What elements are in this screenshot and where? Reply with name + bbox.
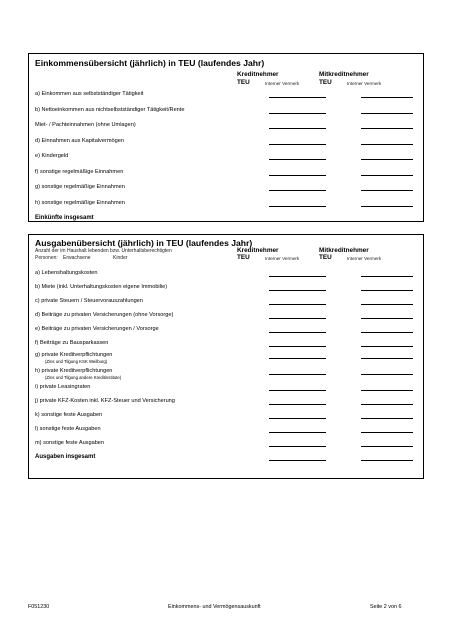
footer-page: Seite 2 von 6: [370, 604, 402, 610]
col-coborrower-teu: TEU: [319, 79, 332, 86]
col-coborrower-internal-2: Interner Vermerk: [347, 256, 382, 261]
expense-borrower-input-line[interactable]: [269, 304, 326, 305]
footer-code: F051230: [28, 604, 50, 610]
expense-coborrower-input-line[interactable]: [361, 404, 413, 405]
income-borrower-input-line[interactable]: [269, 175, 326, 176]
expense-row-note: (Zins und Tilgung andere Kreditinstitute): [45, 375, 122, 380]
income-coborrower-input-line[interactable]: [361, 206, 413, 207]
col-coborrower-teu-2: TEU: [319, 254, 332, 261]
income-row-label: b) Nettoeinkommen aus nichtselbstständiger Tätigkeit/Rente: [35, 106, 185, 113]
expense-row-label: c) private Steuern / Steuervorauszahlungen: [35, 298, 143, 304]
income-total-label: Einkünfte insgesamt: [35, 215, 94, 221]
household-note: Anzahl der im Haushalt lebenden bzw. Unterhaltsberechtigten: [35, 248, 172, 254]
expense-borrower-input-line[interactable]: [269, 460, 326, 461]
income-borrower-input-line[interactable]: [269, 144, 326, 145]
income-row-label: d) Einnahmen aus Kapitalvermögen: [35, 137, 124, 144]
income-coborrower-input-line[interactable]: [361, 175, 413, 176]
expense-borrower-input-line[interactable]: [269, 446, 326, 447]
income-coborrower-input-line[interactable]: [361, 221, 413, 222]
income-row-label: h) sonstige regelmäßige Einnahmen: [35, 199, 125, 206]
income-coborrower-input-line[interactable]: [361, 190, 413, 191]
expense-borrower-input-line[interactable]: [269, 346, 326, 347]
income-row-label: f) sonstige regelmäßige Einnahmen: [35, 168, 124, 175]
expense-borrower-input-line[interactable]: [269, 390, 326, 391]
expense-coborrower-input-line[interactable]: [361, 390, 413, 391]
expense-borrower-input-line[interactable]: [269, 276, 326, 277]
income-coborrower-input-line[interactable]: [361, 144, 413, 145]
income-borrower-input-line[interactable]: [269, 113, 326, 114]
persons-label: Personen:: [35, 255, 58, 261]
expense-coborrower-input-line[interactable]: [361, 346, 413, 347]
expense-section: [28, 234, 424, 479]
income-borrower-input-line[interactable]: [269, 221, 326, 222]
expense-row-label: l) sonstige feste Ausgaben: [35, 426, 101, 432]
income-row-label: Miet- / Pachteinnahmen (ohne Umlagen): [35, 122, 136, 128]
expense-row-label: j) private KFZ-Kosten inkl. KFZ-Steuer und Versicherung: [35, 398, 175, 404]
expense-coborrower-input-line[interactable]: [361, 460, 413, 461]
col-borrower-teu: TEU: [237, 79, 250, 86]
col-borrower-header: Kreditnehmer: [237, 71, 279, 78]
footer-title: Einkommens- und Vermögensauskunft: [168, 604, 261, 610]
expense-coborrower-input-line[interactable]: [361, 446, 413, 447]
income-borrower-input-line[interactable]: [269, 190, 326, 191]
expense-row-label: k) sonstige feste Ausgaben: [35, 412, 103, 418]
income-borrower-input-line[interactable]: [269, 128, 326, 129]
expense-borrower-input-line[interactable]: [269, 332, 326, 333]
expense-coborrower-input-line[interactable]: [361, 290, 413, 291]
expense-row-label: h) private Kreditverpflichtungen (Zins und Tilgung andere Kreditinstitute): [35, 368, 122, 380]
income-borrower-input-line[interactable]: [269, 97, 326, 98]
expense-row-label: i) private Leasingraten: [35, 384, 91, 390]
expense-row-label: b) Miete (inkl. Unterhaltungskosten eigene Immobilie): [35, 284, 168, 290]
expense-coborrower-input-line[interactable]: [361, 332, 413, 333]
expense-borrower-input-line[interactable]: [269, 374, 326, 375]
adults-label: Erwachsene: [63, 255, 91, 261]
expense-row-note: (Zins und Tilgung KSK Weilburg): [45, 359, 108, 364]
expense-row-label: a) Lebenshaltungskosten: [35, 270, 98, 276]
expense-coborrower-input-line[interactable]: [361, 374, 413, 375]
expense-row-label: g) private Kreditverpflichtungen (Zins und Tilgung KSK Weilburg): [35, 352, 113, 364]
income-row-label: a) Einkommen aus selbstständiger Tätigkeit: [35, 91, 144, 97]
expense-coborrower-input-line[interactable]: [361, 304, 413, 305]
expense-borrower-input-line[interactable]: [269, 418, 326, 419]
expense-row-label: d) Beiträge zu privaten Versicherungen (ohne Vorsorge): [35, 312, 174, 318]
expense-coborrower-input-line[interactable]: [361, 432, 413, 433]
expense-borrower-input-line[interactable]: [269, 432, 326, 433]
expense-borrower-input-line[interactable]: [269, 290, 326, 291]
col-coborrower-header: Mitkreditnehmer: [319, 71, 369, 78]
income-row-label: g) sonstige regelmäßige Einnahmen: [35, 184, 125, 190]
expense-borrower-input-line[interactable]: [269, 404, 326, 405]
col-borrower-header-2: Kreditnehmer: [237, 247, 279, 254]
expense-row-label: e) Beiträge zu privaten Versicherungen / Vorsorge: [35, 326, 159, 332]
expense-total-label: Ausgaben insgesamt: [35, 454, 96, 460]
expense-row-label: m) sonstige feste Ausgaben: [35, 440, 105, 446]
income-row-label: e) Kindergeld: [35, 153, 69, 159]
income-section-title: Einkommensübersicht (jährlich) in TEU (laufendes Jahr): [35, 58, 265, 68]
income-borrower-input-line[interactable]: [269, 159, 326, 160]
expense-row-label: f) Beiträge zu Bausparkassen: [35, 340, 109, 346]
expense-coborrower-input-line[interactable]: [361, 418, 413, 419]
expense-coborrower-input-line[interactable]: [361, 318, 413, 319]
income-section: [28, 53, 424, 222]
col-borrower-internal: Interner Vermerk: [265, 81, 300, 86]
income-coborrower-input-line[interactable]: [361, 113, 413, 114]
col-borrower-teu-2: TEU: [237, 254, 250, 261]
income-borrower-input-line[interactable]: [269, 206, 326, 207]
income-coborrower-input-line[interactable]: [361, 97, 413, 98]
col-borrower-internal-2: Interner Vermerk: [265, 256, 300, 261]
expense-borrower-input-line[interactable]: [269, 318, 326, 319]
col-coborrower-header-2: Mitkreditnehmer: [319, 247, 369, 254]
income-coborrower-input-line[interactable]: [361, 159, 413, 160]
expense-borrower-input-line[interactable]: [269, 358, 326, 359]
expense-coborrower-input-line[interactable]: [361, 276, 413, 277]
col-coborrower-internal: Interner Vermerk: [347, 81, 382, 86]
expense-section-title: Ausgabenübersicht (jährlich) in TEU (laufendes Jahr): [35, 238, 253, 248]
expense-coborrower-input-line[interactable]: [361, 358, 413, 359]
children-label: Kinder: [113, 255, 128, 261]
income-coborrower-input-line[interactable]: [361, 128, 413, 129]
